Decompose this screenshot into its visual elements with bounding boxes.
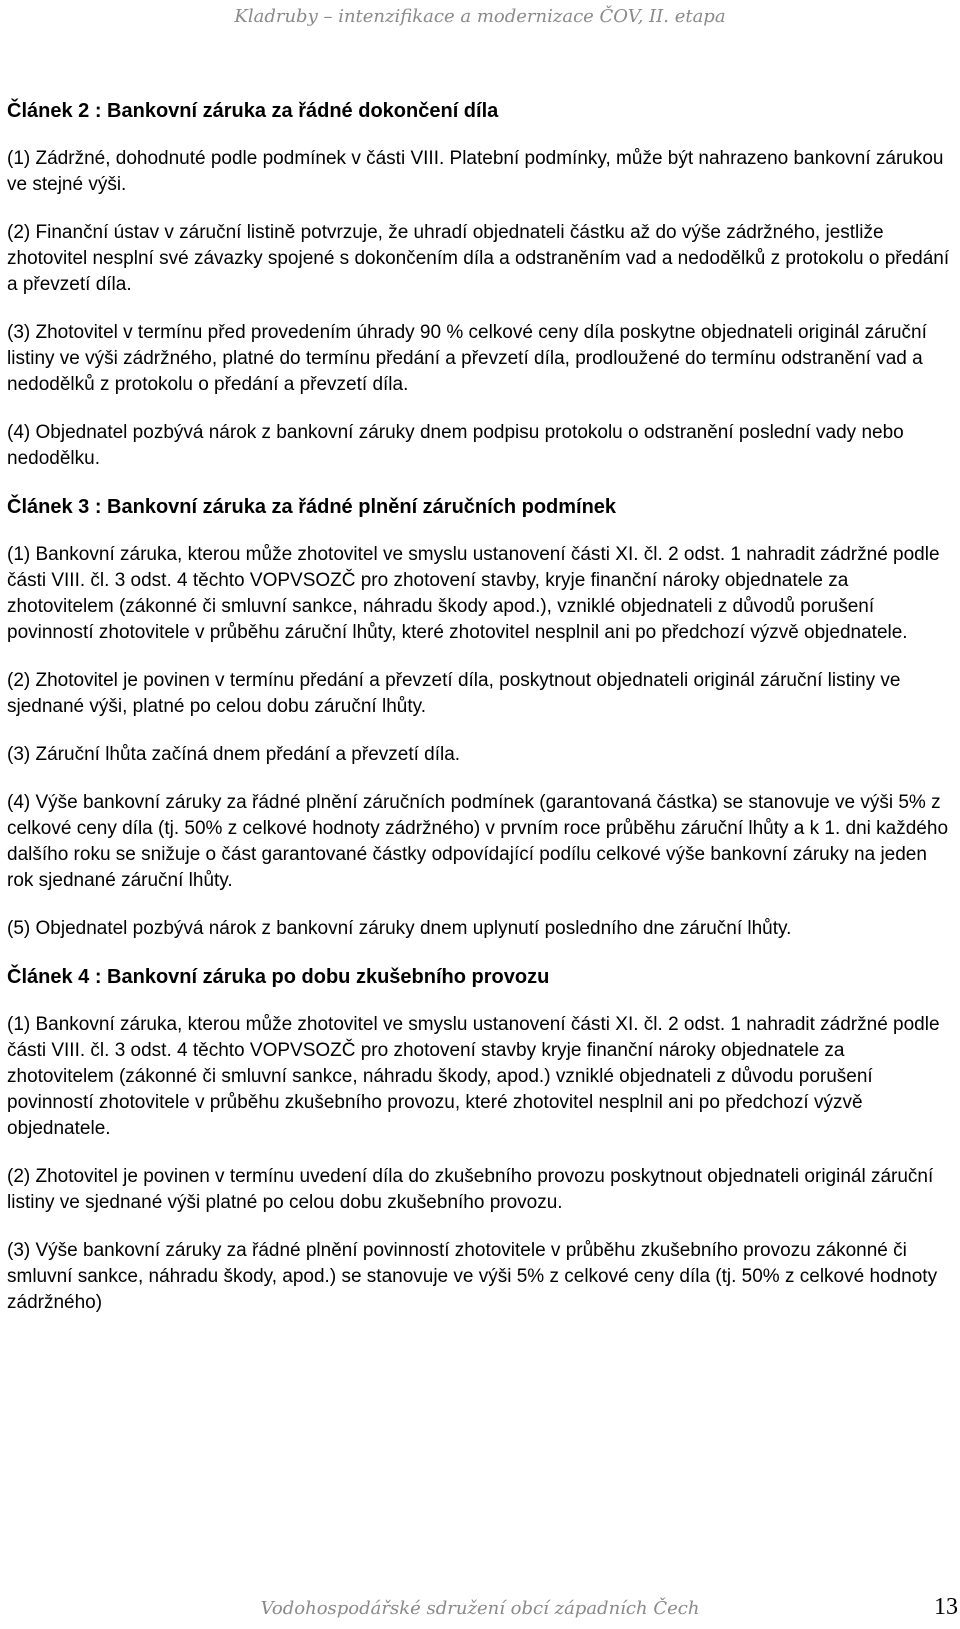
document-body [7,98,955,1338]
article-heading: Článek 2 : Bankovní záruka za řádné dokončení díla [7,100,499,122]
paragraph: (2) Zhotovitel je povinen v termínu předání a převzetí díla, poskytnout objednateli originál záruční listiny ve sjednané výši, platné po celou dobu záruční lhůty. [7,670,901,717]
paragraph: (2) Zhotovitel je povinen v termínu uvedení díla do zkušebního provozu poskytnout objednateli originál záruční listiny ve sjednané výši platné po celou dobu zkušebního provozu. [7,1166,934,1213]
article-heading: Článek 4 : Bankovní záruka po dobu zkušebního provozu [7,966,550,988]
article-2 [7,98,955,472]
article-heading: Článek 3 : Bankovní záruka za řádné plnění záručních podmínek [7,496,617,518]
paragraph: (2) Finanční ústav v záruční listině potvrzuje, že uhradí objednateli částku až do výše zádržného, jestliže zhotovitel nesplní své závazky spojené s dokončením díla a odstraněním vad a nedodělků z protokolu o předání a převzetí díla. [7,222,950,295]
paragraph: (1) Bankovní záruka, kterou může zhotovitel ve smyslu ustanovení části XI. čl. 2 odst. 1 nahradit zádržné podle části VIII. čl. 3 odst. 4 těchto VOPVSOZČ pro zhotovení stavby, kryje finanční nároky objednatele za zhotovitelem (zákonné či smluvní sankce, náhradu škody apod.), vzniklé objednateli z důvodů porušení povinností zhotovitele v průběhu záruční lhůty, které zhotovitel nesplnil ani po předchozí výzvě objednatele. [7,544,940,643]
article-4 [7,964,955,1316]
paragraph: (3) Výše bankovní záruky za řádné plnění povinností zhotovitele v průběhu zkušebního provozu zákonné či smluvní sankce, náhradu škody, apod.) se stanovuje ve výši 5% z celkové ceny díla (tj. 50% z celkové hodnoty zádržného) [7,1240,938,1313]
paragraph: (1) Bankovní záruka, kterou může zhotovitel ve smyslu ustanovení části XI. čl. 2 odst. 1 nahradit zádržné podle části VIII. čl. 3 odst. 4 těchto VOPVSOZČ pro zhotovení stavby kryje finanční nároky objednatele za zhotovitelem (zákonné či smluvní sankce, náhradu škody, apod.) vzniklé objednateli z důvodu porušení povinností zhotovitele v průběhu zkušebního provozu, které zhotovitel nesplnil ani po předchozí výzvě objednatele. [7,1014,940,1139]
running-footer: Vodohospodářské sdružení obcí západních Čech [260,1598,700,1619]
page-number: 13 [934,1594,958,1620]
paragraph: (3) Zhotovitel v termínu před provedením úhrady 90 % celkové ceny díla poskytne objednateli originál záruční listiny ve výši zádržného, platné do termínu předání a převzetí díla, prodloužené do termínu odstranění vad a nedodělků z protokolu o předání a převzetí díla. [7,322,927,395]
paragraph: (1) Zádržné, dohodnuté podle podmínek v části VIII. Platební podmínky, může být nahrazeno bankovní zárukou ve stejné výši. [7,148,944,195]
paragraph: (4) Objednatel pozbývá nárok z bankovní záruky dnem podpisu protokolu o odstranění poslední vady nebo nedodělku. [7,422,904,469]
article-3 [7,494,955,942]
paragraph: (5) Objednatel pozbývá nárok z bankovní záruky dnem uplynutí posledního dne záruční lhůty. [7,918,792,939]
running-header: Kladruby – intenzifikace a modernizace ČOV, II. etapa [234,6,726,27]
paragraph: (3) Záruční lhůta začíná dnem předání a převzetí díla. [7,744,461,765]
paragraph: (4) Výše bankovní záruky za řádné plnění záručních podmínek (garantovaná částka) se stanovuje ve výši 5% z celkové ceny díla (tj. 50% z celkové hodnoty zádržného) v prvním roce průběhu záruční lhůty a k 1. dni každého dalšího roku se snižuje o část garantované částky odpovídající podílu celkové výše bankovní záruky na jeden rok sjednané záruční lhůty. [7,792,949,891]
